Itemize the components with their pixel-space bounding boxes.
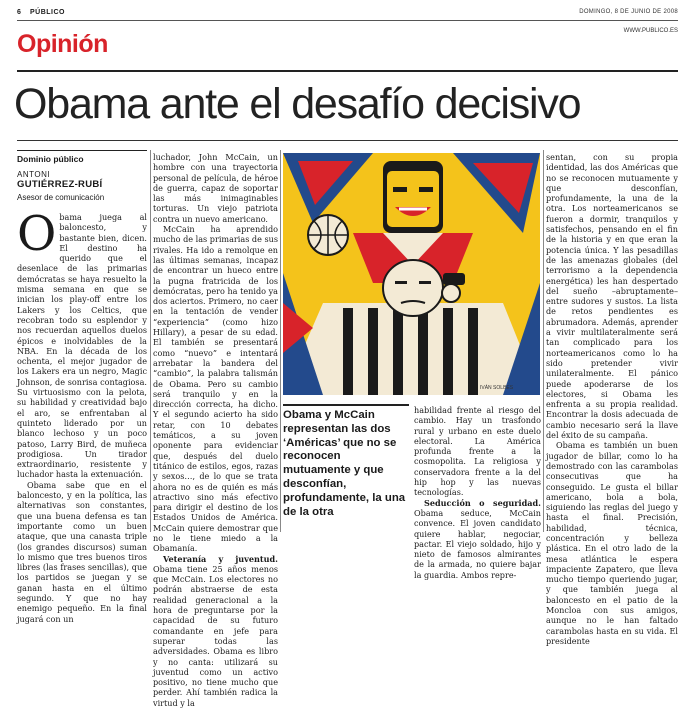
paragraph: luchador, John McCain, un hombre con una trayectoria personal de película, de héroe de guerra, capaz de soportar las más inimaginables torturas. Un viejo patriota contra un nuevo americano. [153,152,278,224]
stripe [443,308,453,395]
page-header [0,0,696,22]
pull-quote: Obama y McCain representan las dos ‘Américas’ que no se reconocen mutuamente y que desconfían, profundamente, la una de la otra [283,404,409,519]
subhead: Veteranía y juventud. [163,553,278,564]
article-column-3 [546,152,678,646]
paragraph: sentan, con su propia identidad, las dos Américas que no se reconocen mutuamente y que desconfían, profundamente, la una de la otra. Los norteamericanos se fueron a dormir, tranquilos y satisfechos, pensando en el fin de la historia y en que eran la potencia única. Y las pesadillas de las amenazas globales (del terrorismo a la dependencia energética) les han despertado del sueño –abruptamente– entre sudores y sustos. La lista de retos pendientes es abrumadora. Además, aprender a vivir multilateralmente será tan complicado para los norteamericanos como lo ha sido pretender vivir unilateralmente. El pánico puede apoderarse de los electores, si Obama les enfrenta a su propia realidad. Encontrar la dosis adecuada de cambio necesario será la llave del éxito de su campaña. [546,152,678,441]
headline: Obama ante el desafío decisivo [14,80,581,128]
obama-face [387,171,439,227]
page-number: 6 [17,9,21,16]
column-divider [280,150,281,532]
author-last-name: GUTIÉRREZ-RUBÍ [17,179,103,190]
illustration [283,153,540,395]
section-title: Opinión [17,30,108,58]
paragraph: habilidad frente al riesgo del cambio. Hay un trasfondo rural y urbano en este duelo electoral. La América profunda frente a la cosmopolita. La religiosa y conservadora frente a la del hip hop y las nuevas tecnologías. [414,405,541,498]
basketball-lines [308,215,348,255]
referee-hand [442,284,460,302]
author-role: Asesor de comunicación [17,193,105,202]
article-column-2 [153,152,278,708]
illustration-credit: IVÁN SOLBES [480,385,514,391]
mccain-eye-right [419,281,431,284]
article-column-4 [414,405,541,580]
dateline: DOMINGO, 8 DE JUNIO DE 2008 [579,9,678,15]
stripe [418,308,428,395]
site-url: WWW.PUBLICO.ES [623,28,678,34]
headline-rule [17,140,678,141]
stripe [468,308,478,395]
author-first-name: ANTONI [17,170,51,179]
mccain-eye-left [395,281,407,284]
article-column-1 [17,150,147,624]
mccain-head [383,260,443,316]
paragraph: Obama sabe que en el baloncesto, y en la política, las alternativas son constantes, que una buena defensa es tan importante como un buen ataque, que una canasta triple (los grandes discursos) suman lo mismo que tres buenos tiros libres (las frases sencillas), que los partidos se juegan y se ganan hasta en el último segundo. Y que no hay enemigo pequeño. En la final jugará con un [17,479,147,624]
stripe [343,308,353,395]
section-rule [17,70,678,72]
stripe [368,308,378,395]
paragraph: McCain ha aprendido mucho de las primarias de sus rivales. Ha ido a remolque en las últimas semanas, incapaz de encontrar un hueco entre la pugna fratricida de los demócratas, pero ha tenido ya dos aciertos. Primero, no caer en la tentación de vender “experiencia” (como hizo Hillary), a pesar de su edad. El también se presentará como “nuevo” e intentará arrebatar la bandera del “cambio”, la palabra talismán de Obama. Pero su cambio será tranquilo y en la dirección correcta, ha dicho. Y el segundo acierto ha sido retar, con 10 debates temáticos, a su joven oponente para evidenciar que, después del duelo titánico de estilos, egos, razas y sexos…, de lo que se trata ahora no es de quién es más atractivo sino más efectivo para dirigir el destino de los Estados Unidos de América. McCain quiere demostrar que no le tiene miedo a la Obamanía. [153,224,278,554]
paragraph: Obama es también un buen jugador de billar, como lo ha demostrado con las carambolas consecutivas que ha conseguido. Le gusta el billar americano, bola a bola, siguiendo las reglas del juego y hasta el final. Precisión, habilidad, técnica, concentración y belleza plástica. En el otro lado de la mesa atlántica le espera impaciente Zapatero, que lleva mucho tiempo queriendo jugar, y que también juega al baloncesto en el patio de la Moncloa con sus amigos, aunque no le han faltado carambolas hasta en su vida. El presidente [546,440,678,646]
header-rule [17,20,678,21]
paragraph: Veteranía y juventud. Obama tiene 25 años menos que McCain. Los electores no podrán abstraerse de esta realidad generacional a la hora de preguntarse por la capacidad de su futuro comandante en jefe para superar todas las adversidades. Obama es libro y no canta: utilizará su juventud como un activo positivo, no tiene mucho que perder. Ahí también radica la virtud y la [153,553,278,708]
column-label: Dominio público [17,150,147,164]
paragraph: Seducción o seguridad. Obama seduce, McCain convence. El joven candidato quiere hablar, negociar, pactar. El viejo soldado, hijo y nieto de famosos almirantes de la armada, no quiere bajar la guardia. Ambos repre- [414,497,541,580]
subhead: Seducción o seguridad. [424,497,541,508]
drop-cap: O [17,206,57,262]
obama-eye-left [393,187,407,192]
column-divider [150,150,151,532]
stripe [393,308,403,395]
paragraph: Obama juega al baloncesto, y bastante bien, dicen. El destino ha querido que el desenlace de las primarias demócratas se haya resuelto la misma semana en que se inician los play-off entre los Lakers y los Celtics, que recobran todo su esplendor y nos recuerdan aquellos duelos épicos e inolvidables de la NBA. En la década de los ochenta, el mejor jugador de los Lakers era un negro, Magic Johnson, de sonrisa contagiosa. Su virtuosismo con la pelota, su habilidad y creatividad bajo el aro, se enfrentaban al quinteto liderado por un blanco lechoso y un poco patoso, Larry Bird, de muñeca prodigiosa. Un tirador extraordinario, resistente y luchador hasta la extenuación. [17,206,147,480]
column-divider [543,150,544,532]
obama-eye-right [419,187,433,192]
brand-name: PÚBLICO [30,9,65,16]
illustration-graphic [283,153,540,395]
whistle [443,273,465,285]
